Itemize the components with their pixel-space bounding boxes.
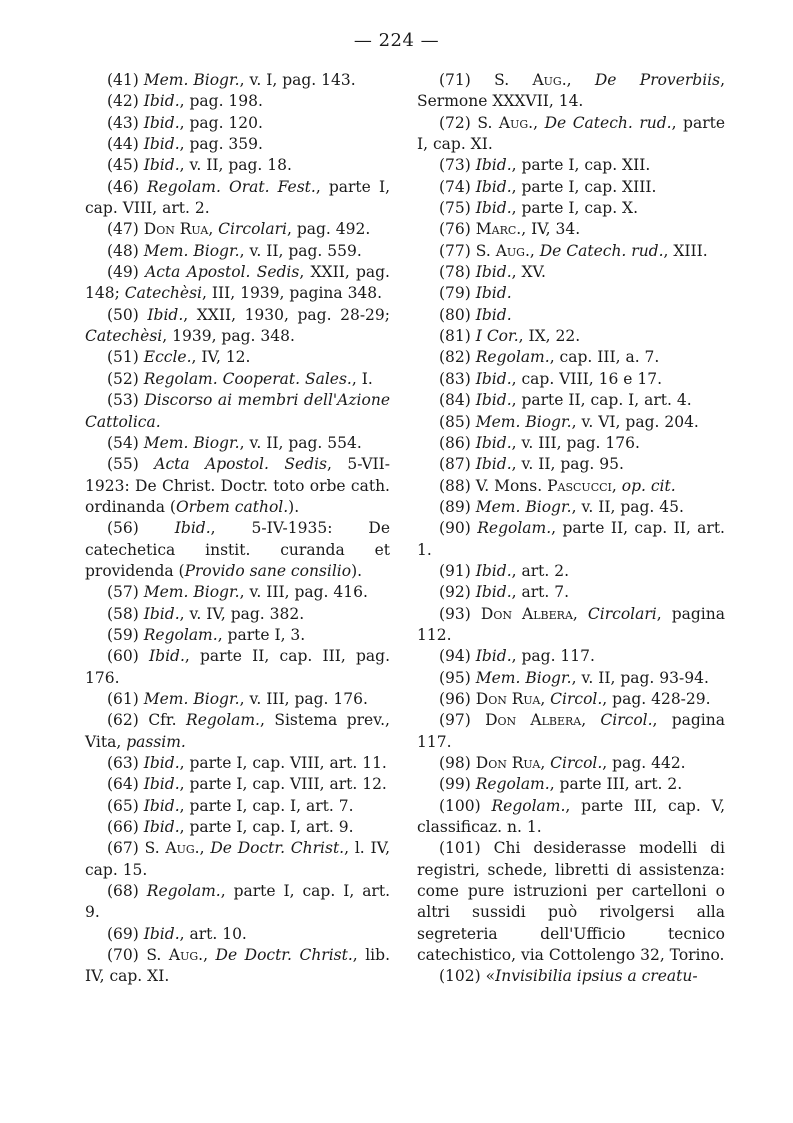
footnote-text: , v. III, pag. 176. — [511, 433, 640, 452]
footnote — [417, 219, 725, 240]
footnote-smallcaps-text: Aug. — [495, 241, 530, 260]
footnote — [85, 70, 390, 91]
footnote-text: , pag. 198. — [179, 92, 263, 111]
footnote-number: (69) — [107, 924, 139, 943]
footnote-number: (88) — [439, 476, 471, 495]
footnote-text: , parte III, art. 2. — [549, 775, 683, 794]
footnote-number: (54) — [107, 433, 139, 452]
footnote — [85, 219, 390, 240]
footnote — [417, 753, 725, 774]
footnote-smallcaps-text: Don Albera — [485, 711, 582, 730]
footnote-italic-text: op. cit. — [621, 476, 676, 495]
footnote-italic-text: Mem. Biogr. — [143, 689, 240, 708]
footnote-number: (44) — [107, 135, 139, 154]
footnote-italic-text: Ibid. — [143, 604, 180, 623]
footnote-text: , Sistema prev., Vita, — [85, 711, 390, 751]
footnote-text: S. — [477, 113, 499, 132]
left-notes-column — [85, 70, 390, 988]
footnote-text: , pag. 359. — [179, 135, 263, 154]
footnote — [85, 91, 390, 112]
footnote-number: (83) — [439, 369, 471, 388]
footnote-number: (53) — [107, 391, 139, 410]
footnote-text: , parte I, cap. X. — [511, 199, 639, 218]
footnote-text: , I. — [351, 369, 373, 388]
footnote — [85, 646, 390, 689]
footnote-number: (85) — [439, 412, 471, 431]
footnote-number: (58) — [107, 604, 139, 623]
footnote-smallcaps-text: Don Rua — [475, 754, 541, 772]
footnote-number: (50) — [107, 305, 139, 324]
footnote — [417, 561, 725, 582]
footnote-text: S. — [144, 839, 166, 858]
footnote-text: , pag. 428-29. — [602, 689, 711, 708]
footnote-number: (65) — [107, 796, 139, 815]
footnote-text: , IV, 34. — [521, 220, 581, 239]
footnote-text: Chi desiderasse modelli di registri, schede, libretti di assistenza: come pure istruzioni per cartelloni o altri sussidi può rivolgersi alla segreteria dell'Ufficio tecnico catechistico, via Cottolengo 32, Torino. — [417, 839, 725, 965]
footnote-number: (90) — [439, 519, 471, 538]
footnote — [417, 283, 725, 304]
footnote-text: , pag. 120. — [179, 113, 263, 132]
footnote-text: , parte I, cap. XI. — [417, 113, 726, 154]
footnote-italic-text: Ibid. — [475, 433, 512, 452]
footnote-text: , parte I, cap. XII. — [511, 156, 651, 175]
footnote-italic-text: De Doctr. Christ. — [210, 839, 345, 858]
footnote-italic-text: Circol. — [550, 754, 603, 772]
footnote-italic-text: Ibid. — [475, 583, 512, 602]
footnote — [85, 582, 390, 603]
footnote-text: , — [540, 754, 551, 772]
footnote — [417, 113, 725, 156]
footnote-italic-text: De Doctr. Christ. — [215, 946, 353, 965]
footnote-italic-text: Regolam. — [491, 796, 566, 815]
footnote — [85, 774, 390, 795]
footnote — [417, 838, 725, 966]
footnote-italic-text: Ibid. — [475, 199, 512, 218]
footnote — [85, 625, 390, 646]
footnote — [417, 70, 725, 113]
footnote-text: , l. IV, cap. 15. — [85, 839, 391, 879]
footnote-text: , pag. 442. — [602, 754, 686, 772]
footnote-text: ). — [288, 497, 300, 516]
footnote-italic-text: Regolam. — [477, 519, 552, 538]
footnote-number: (99) — [439, 775, 471, 794]
footnote-number: (87) — [439, 455, 471, 474]
footnote — [85, 604, 390, 625]
footnote-text: , v. II, pag. 95. — [511, 455, 624, 474]
footnote — [85, 518, 390, 582]
footnote-smallcaps-text: Marc. — [475, 220, 522, 239]
footnote — [417, 326, 725, 347]
footnote — [85, 177, 390, 220]
footnote-italic-text: Ibid. — [143, 92, 180, 111]
footnote — [417, 774, 725, 795]
footnote-text: , v. II, pag. 559. — [239, 241, 362, 260]
footnote-italic-text: Mem. Biogr. — [143, 71, 240, 89]
footnote — [417, 347, 725, 368]
footnote-italic-text: Mem. Biogr. — [475, 412, 572, 431]
footnote-text: , — [529, 241, 540, 260]
footnote-italic-text: Ibid. — [475, 263, 512, 282]
footnote — [417, 476, 725, 497]
footnote-number: (86) — [439, 433, 471, 452]
footnote-text: , parte I, cap. I, art. 9. — [179, 818, 354, 837]
footnote-smallcaps-text: Aug. — [168, 946, 204, 965]
footnote-italic-text: I Cor. — [475, 327, 519, 346]
footnote-italic-text: Ibid. — [475, 284, 512, 303]
footnote-text: , XV. — [511, 263, 546, 282]
footnote — [417, 710, 725, 753]
footnote-italic-text: Regolam. — [143, 625, 218, 644]
footnote-italic-text: Ibid. — [174, 519, 211, 538]
footnote-italic-text: Regolam. Cooperat. Sales. — [143, 369, 352, 388]
footnote-smallcaps-text: Aug. — [165, 839, 200, 858]
footnote-italic-text: passim. — [126, 732, 186, 751]
footnote — [417, 369, 725, 390]
footnote — [85, 454, 390, 518]
footnote-text: , parte I, cap. I, art. 7. — [179, 796, 354, 815]
footnote — [85, 817, 390, 838]
footnote-italic-text: Catechèsi — [85, 327, 163, 346]
footnote-text: , v. II, pag. 93-94. — [571, 668, 709, 687]
footnote-number: (72) — [439, 113, 471, 132]
footnote — [85, 796, 390, 817]
footnote-text: , — [208, 220, 219, 239]
footnote — [85, 262, 390, 305]
footnote — [417, 241, 725, 262]
footnote-text: , parte I, cap. VIII, art. 11. — [179, 754, 387, 772]
footnote-number: (60) — [107, 647, 139, 666]
footnote-text: , v. II, pag. 45. — [571, 497, 684, 516]
footnote-text: , cap. III, a. 7. — [549, 348, 660, 367]
footnote-italic-text: Ibid. — [475, 177, 512, 196]
footnote-number: (42) — [107, 92, 139, 111]
footnote-number: (45) — [107, 156, 139, 175]
footnote — [417, 966, 725, 987]
footnote-italic-text: Ibid. — [475, 369, 512, 388]
footnote — [85, 369, 390, 390]
footnote — [85, 945, 390, 988]
footnote-italic-text: Mem. Biogr. — [143, 241, 240, 260]
footnote-number: (68) — [107, 882, 139, 901]
footnote-number: (47) — [107, 220, 139, 239]
footnote-text: , cap. VIII, 16 e 17. — [511, 369, 662, 388]
footnote-text: , — [611, 476, 622, 495]
footnote-number: (81) — [439, 327, 471, 346]
footnote-italic-text: Mem. Biogr. — [143, 583, 240, 602]
footnote-italic-text: Ibid. — [475, 561, 512, 580]
footnote — [85, 241, 390, 262]
footnote-smallcaps-text: Aug. — [532, 71, 567, 89]
footnote-italic-text: Orbem cathol. — [175, 497, 289, 516]
footnote-text: , v. II, pag. 554. — [239, 433, 362, 452]
footnote-text: , pagina 117. — [417, 711, 725, 751]
footnote-text: , — [203, 946, 216, 965]
footnote — [85, 689, 390, 710]
footnote-smallcaps-text: Pascucci — [547, 476, 612, 495]
footnote — [417, 689, 725, 710]
footnote-text: , XXII, 1930, pag. 28-29; — [183, 305, 390, 324]
footnote-number: (89) — [439, 497, 471, 516]
footnote-text: , parte II, cap. I, art. 4. — [511, 391, 692, 410]
footnote-italic-text: Ibid. — [475, 647, 512, 666]
footnote-text: , — [566, 71, 595, 89]
footnote — [417, 796, 725, 839]
footnote-number: (62) — [107, 711, 139, 730]
footnote — [85, 710, 390, 753]
footnote-text: , parte III, cap. V, classificaz. n. 1. — [417, 796, 725, 837]
footnote — [85, 838, 390, 881]
footnote-number: (91) — [439, 561, 471, 580]
footnote-number: (102) — [439, 967, 481, 986]
footnote-text: , art. 2. — [511, 561, 570, 580]
footnote-italic-text: Ibid. — [143, 924, 180, 943]
footnote — [85, 924, 390, 945]
footnote-number: (82) — [439, 348, 471, 367]
footnote-italic-text: Ibid. — [147, 305, 184, 324]
footnote-text: , parte I, cap. I, art. 9. — [85, 882, 390, 922]
footnote — [417, 454, 725, 475]
footnote-italic-text: Ibid. — [143, 754, 180, 772]
footnote-number: (100) — [439, 796, 481, 815]
footnote-italic-text: Ibid. — [143, 818, 180, 837]
footnote-text: S. — [146, 946, 169, 965]
footnote-italic-text: Circol. — [600, 711, 653, 730]
footnote-text: , 5-VII-1923: De Christ. Doctr. toto orbe cath. ordinanda ( — [85, 455, 390, 516]
footnote — [85, 113, 390, 134]
footnote-smallcaps-text: Don Rua — [143, 220, 209, 239]
footnote-text: , v. VI, pag. 204. — [571, 412, 699, 431]
footnote-italic-text: Regolam. — [475, 348, 550, 367]
footnote-number: (92) — [439, 583, 471, 602]
footnote-italic-text: Ibid. — [475, 156, 512, 175]
footnote-text: V. Mons. — [475, 476, 548, 495]
footnote — [417, 518, 725, 561]
footnote — [85, 347, 390, 368]
footnote-number: (52) — [107, 369, 139, 388]
footnote — [85, 433, 390, 454]
footnote-number: (43) — [107, 113, 139, 132]
footnote-text: , III, 1939, pagina 348. — [202, 284, 383, 303]
footnote-italic-text: Ibid. — [143, 113, 180, 132]
footnote-text: , — [572, 604, 588, 623]
footnote — [417, 390, 725, 411]
footnote-text: , — [540, 689, 551, 708]
footnote-number: (48) — [107, 241, 139, 260]
footnote-number: (101) — [439, 839, 481, 858]
footnote — [85, 305, 390, 348]
page-number: — 224 — — [353, 30, 440, 51]
footnote-number: (98) — [439, 754, 471, 772]
footnote-text: , parte II, cap. III, pag. 176. — [85, 647, 390, 687]
footnote — [417, 305, 725, 326]
footnote-italic-text: Ibid. — [475, 305, 512, 324]
footnote-number: (74) — [439, 177, 471, 196]
footnote-number: (84) — [439, 391, 471, 410]
footnote-text: , pag. 117. — [511, 647, 595, 666]
footnote-number: (59) — [107, 625, 139, 644]
footnote-number: (97) — [439, 711, 471, 730]
footnote-text: , pag. 492. — [286, 220, 371, 239]
footnote-text: , — [199, 839, 211, 858]
footnote-number: (67) — [107, 839, 139, 858]
footnote — [85, 753, 390, 774]
footnote-number: (80) — [439, 305, 471, 324]
footnote-text: , parte I, cap. XIII. — [511, 177, 657, 196]
footnote-number: (94) — [439, 647, 471, 666]
footnote-text: , IV, 12. — [191, 348, 251, 367]
footnote-text: , art. 7. — [511, 583, 570, 602]
footnote-italic-text: Circol. — [550, 689, 603, 708]
footnote-text: ). — [351, 561, 363, 580]
footnote-italic-text: Circolari — [587, 604, 657, 623]
footnote-number: (96) — [439, 689, 471, 708]
footnote-text: , art. 10. — [179, 924, 247, 943]
footnote — [417, 412, 725, 433]
footnote-italic-text: Ibid. — [475, 391, 512, 410]
footnote-text: , XIII. — [663, 241, 708, 260]
footnote — [85, 134, 390, 155]
footnote-italic-text: Ibid. — [143, 156, 180, 175]
footnote-text: , parte I, 3. — [217, 625, 306, 644]
footnote-text: , pagina 112. — [417, 604, 725, 644]
footnote — [417, 198, 725, 219]
footnote — [417, 582, 725, 603]
footnote-text: , 5-IV-1935: De catechetica instit. curanda et providenda ( — [85, 519, 390, 580]
footnote-italic-text: Catechèsi — [124, 284, 202, 303]
footnote-italic-text: Eccle. — [143, 348, 192, 367]
footnote-italic-text: De Proverbiis — [594, 71, 721, 89]
footnote-number: (46) — [107, 177, 139, 196]
footnote-number: (57) — [107, 583, 139, 602]
footnote — [417, 262, 725, 283]
footnote-italic-text: Ibid. — [143, 135, 180, 154]
footnote-number: (56) — [107, 519, 139, 538]
footnote — [417, 433, 725, 454]
footnote-number: (70) — [107, 946, 139, 965]
footnote-smallcaps-text: Aug. — [498, 113, 534, 132]
footnote — [417, 604, 725, 647]
footnote-number: (95) — [439, 668, 471, 687]
footnote-smallcaps-text: Don Rua — [475, 689, 541, 708]
footnote-smallcaps-text: Don Albera — [480, 604, 573, 623]
footnote-italic-text: Ibid. — [475, 455, 512, 474]
footnote-text: , v. II, pag. 18. — [179, 156, 292, 175]
footnote-italic-text: Regolam. Orat. Fest. — [146, 177, 316, 196]
footnote-italic-text: Acta Apostol. Sedis — [154, 455, 327, 474]
footnote-text: , IX, 22. — [518, 327, 581, 346]
footnote-number: (71) — [439, 71, 471, 89]
footnote-italic-text: Regolam. — [475, 775, 550, 794]
footnote-italic-text: De Catech. rud. — [544, 113, 672, 132]
footnote — [85, 881, 390, 924]
footnote-number: (49) — [107, 263, 139, 282]
footnote-number: (79) — [439, 284, 471, 303]
footnote-italic-text: Invisibilia ipsius a creatu- — [495, 967, 698, 986]
footnote-number: (78) — [439, 263, 471, 282]
footnote-number: (66) — [107, 818, 139, 837]
footnote — [85, 155, 390, 176]
footnote-number: (73) — [439, 156, 471, 175]
footnote-text: Cfr. — [148, 711, 187, 730]
footnote-number: (55) — [107, 455, 139, 474]
footnote — [417, 177, 725, 198]
footnote-italic-text: Ibid. — [149, 647, 185, 666]
footnote-number: (76) — [439, 220, 471, 239]
footnote — [417, 155, 725, 176]
footnote-italic-text: De Catech. rud. — [539, 241, 664, 260]
right-notes-column — [417, 70, 725, 988]
footnote-italic-text: Mem. Biogr. — [475, 668, 572, 687]
footnote-italic-text: Discorso ai membri dell'Azione Cattolica. — [85, 391, 390, 431]
footnote-number: (51) — [107, 348, 139, 367]
footnote-text: , parte II, cap. II, art. 1. — [417, 519, 725, 559]
footnote-italic-text: Regolam. — [146, 882, 221, 901]
footnote-number: (77) — [439, 241, 471, 260]
footnote-text: , v. IV, pag. 382. — [179, 604, 305, 623]
footnote-italic-text: Regolam. — [186, 711, 260, 730]
footnote-text: , — [581, 711, 601, 730]
footnote-italic-text: Circolari — [218, 220, 287, 239]
footnote-italic-text: Acta Apostol. Sedis — [145, 263, 300, 282]
footnote-text: , parte I, cap. VIII, art. 2. — [85, 177, 390, 218]
footnote-text: « — [485, 967, 496, 986]
footnote-text: , lib. IV, cap. XI. — [85, 946, 390, 986]
footnote-italic-text: Provido sane consilio — [184, 561, 352, 580]
footnote-number: (63) — [107, 754, 139, 772]
footnote-number: (64) — [107, 775, 139, 794]
footnote-italic-text: Mem. Biogr. — [475, 497, 572, 516]
footnote — [417, 646, 725, 667]
footnote-text: , v. I, pag. 143. — [239, 71, 356, 89]
footnote-text: , parte I, cap. VIII, art. 12. — [179, 775, 387, 794]
footnote-text: , Sermone XXXVII, 14. — [417, 71, 725, 111]
footnote-text: S. — [475, 241, 496, 260]
footnote-italic-text: Ibid. — [143, 775, 180, 794]
footnote — [417, 497, 725, 518]
footnote-number: (41) — [107, 71, 139, 89]
footnote-italic-text: Mem. Biogr. — [143, 433, 240, 452]
footnote-number: (75) — [439, 199, 471, 218]
footnote-text: , v. III, pag. 416. — [239, 583, 368, 602]
footnote-text: , — [533, 113, 545, 132]
footnote — [417, 668, 725, 689]
footnote-text: , v. III, pag. 176. — [239, 689, 368, 708]
footnote-text: S. — [494, 71, 533, 89]
footnote — [85, 390, 390, 433]
footnote-italic-text: Ibid. — [143, 796, 180, 815]
footnote-number: (61) — [107, 689, 139, 708]
footnote-text: , 1939, pag. 348. — [162, 327, 295, 346]
footnote-text: , XXII, pag. 148; — [85, 263, 390, 303]
footnote-number: (93) — [439, 604, 471, 623]
